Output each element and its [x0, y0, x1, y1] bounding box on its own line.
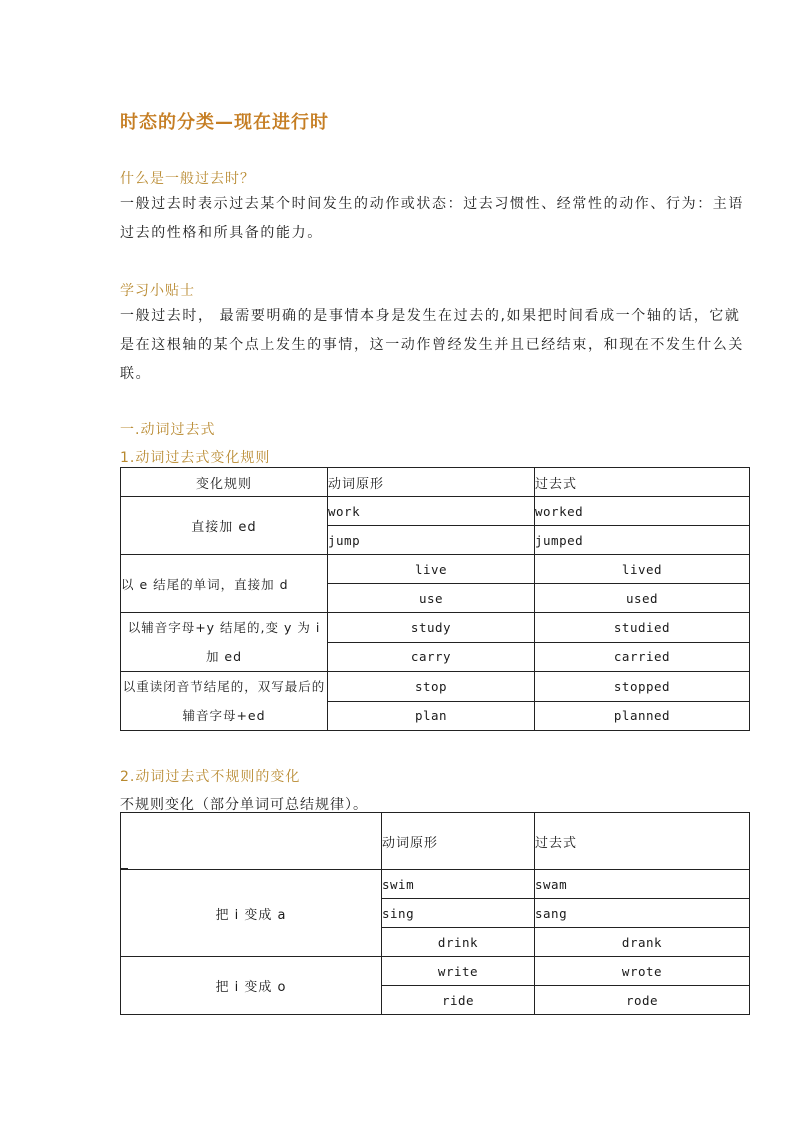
past-form-cell: studied [535, 613, 750, 643]
section-heading-tips: 学习小贴士 [120, 283, 195, 299]
header-cell-past: 过去式 [535, 813, 750, 870]
base-form-cell: write [382, 957, 535, 986]
base-form-cell: ride [382, 986, 535, 1015]
base-form-cell: work [328, 497, 535, 526]
table-row [121, 613, 750, 643]
base-form-cell: study [328, 613, 535, 643]
header-cell-base: 动词原形 [328, 468, 535, 497]
header-cell-past: 过去式 [535, 468, 750, 497]
past-form-cell: swam [535, 870, 750, 899]
base-form-cell: plan [328, 701, 535, 731]
base-form-cell: swim [382, 870, 535, 899]
base-form-cell: use [328, 584, 535, 613]
base-form-cell: carry [328, 642, 535, 672]
part-heading-past-tense: 一.动词过去式 [120, 422, 216, 438]
table-row [121, 497, 750, 526]
page-title: 时态的分类—现在进行时 [120, 112, 329, 133]
table-row [121, 672, 750, 702]
past-form-cell: wrote [535, 957, 750, 986]
subheading-irregular: 2.动词过去式不规则的变化 [120, 769, 301, 785]
rule-cell: 直接加 ed [121, 497, 328, 555]
header-cell-rule: 变化规则 [121, 468, 328, 497]
rule-cell: 以 e 结尾的单词，直接加 d [121, 555, 328, 613]
header-cell-base: 动词原形 [382, 813, 535, 870]
base-form-cell: sing [382, 899, 535, 928]
past-form-cell: rode [535, 986, 750, 1015]
irregular-note: 不规则变化（部分单词可总结规律）。 [120, 797, 368, 813]
table-header-row [121, 468, 750, 497]
rule-cell: 把 i 变成 a [121, 870, 382, 957]
table-row [121, 957, 750, 986]
past-form-cell: stopped [535, 672, 750, 702]
subheading-regular-rules: 1.动词过去式变化规则 [120, 450, 271, 466]
past-form-cell: sang [535, 899, 750, 928]
irregular-verbs-table [120, 812, 750, 1015]
rule-cell: 以辅音字母+y 结尾的,变 y 为 i 加 ed [121, 613, 328, 672]
rule-cell: 以重读闭音节结尾的，双写最后的辅音字母+ed [121, 672, 328, 731]
base-form-cell: stop [328, 672, 535, 702]
base-form-cell: jump [328, 526, 535, 555]
header-cell-empty [121, 813, 382, 870]
base-form-cell: live [328, 555, 535, 584]
past-form-cell: lived [535, 555, 750, 584]
table-row [121, 870, 750, 899]
past-form-cell: drank [535, 928, 750, 957]
definition-paragraph: 一般过去时表示过去某个时间发生的动作或状态：过去习惯性、经常性的动作、行为：主语过去的性格和所具备的能力。 [120, 196, 744, 241]
rule-cell: 把 i 变成 o [121, 957, 382, 1015]
section-heading-what-is: 什么是一般过去时？ [120, 171, 255, 187]
table-header-row [121, 813, 750, 870]
base-form-cell: drink [382, 928, 535, 957]
table-row [121, 555, 750, 584]
past-form-cell: carried [535, 642, 750, 672]
past-form-cell: used [535, 584, 750, 613]
past-form-cell: jumped [535, 526, 750, 555]
regular-verbs-table [120, 467, 750, 731]
past-form-cell: worked [535, 497, 750, 526]
tips-paragraph: 一般过去时， 最需要明确的是事情本身是发生在过去的,如果把时间看成一个轴的话，它就是在这根轴的某个点上发生的事情，这一动作曾经发生并且已经结束，和现在不发生什么关联。 [120, 308, 744, 382]
past-form-cell: planned [535, 701, 750, 731]
underscore-mark [121, 867, 128, 869]
